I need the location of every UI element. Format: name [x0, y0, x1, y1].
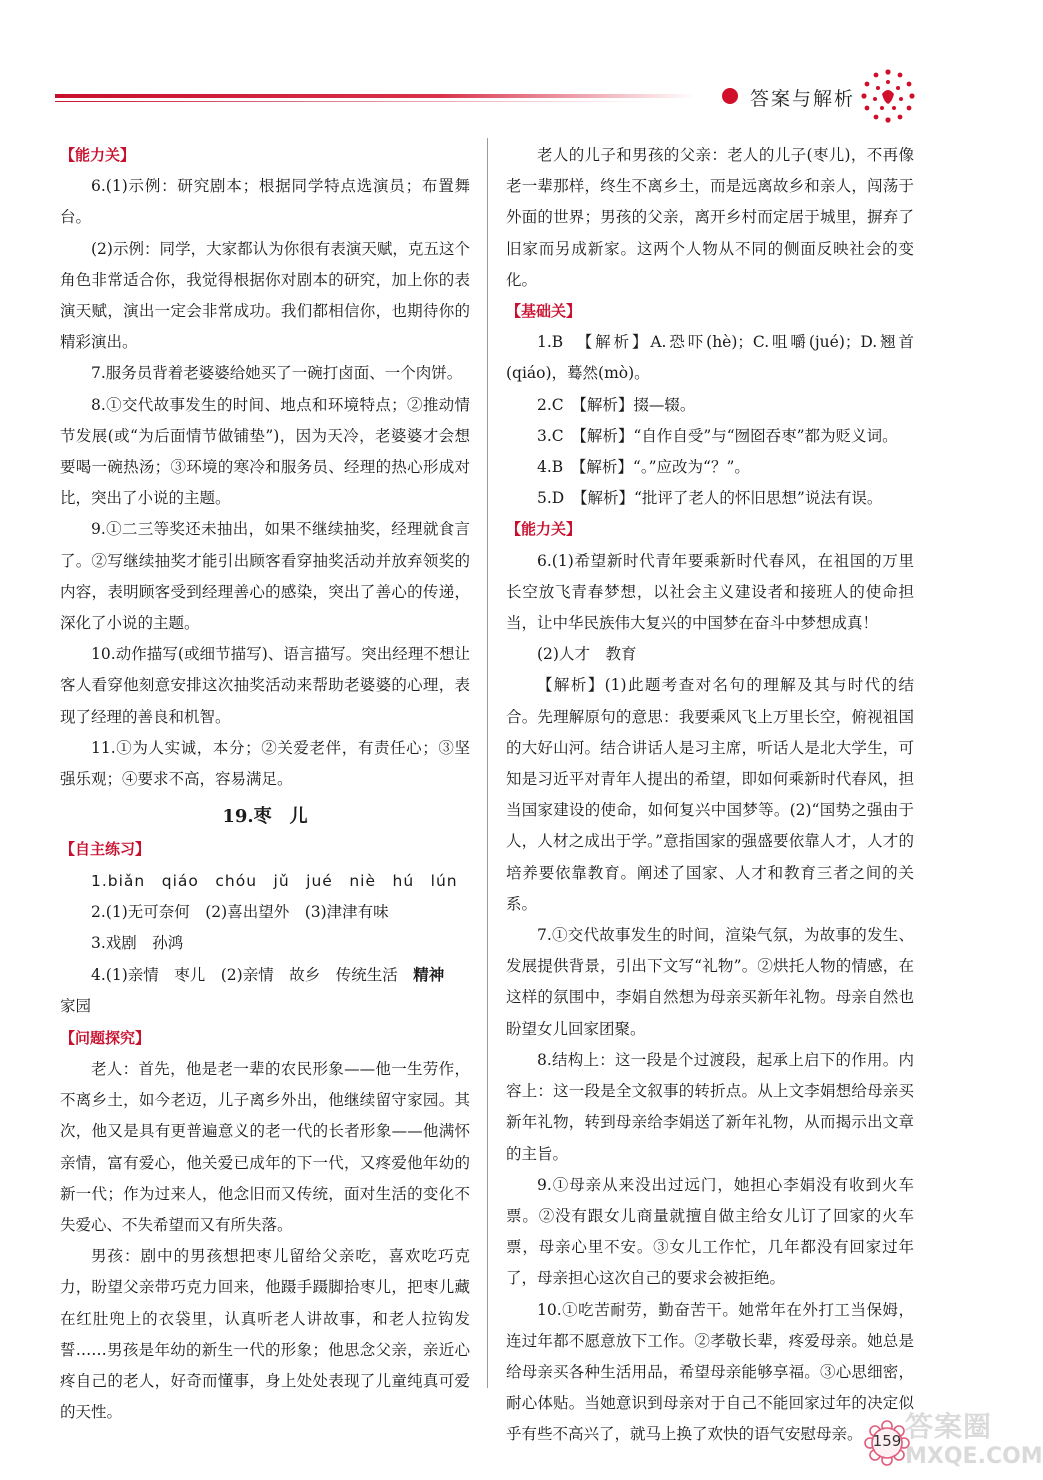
answer-10: 10.动作描写(或细节描写)、语言描写。突出经理不想让客人看穿他刻意安排这次抽奖活动来帮助老婆婆的心理，表现了经理的善良和机智。: [60, 645, 470, 726]
page-number: 159: [872, 1432, 902, 1450]
ability-answer-8: 8.结构上：这一段是个过渡段，起承上启下的作用。内容上：这一段是全文叙事的转折点。从上文李娟想给母亲买新年礼物，转到母亲给李娟送了新年礼物，从而揭示出文章的主旨。: [506, 1050, 914, 1163]
right-column: [506, 140, 914, 1451]
ability-answer-6-2: (2)人才 教育: [537, 645, 637, 664]
analysis-old-man: 老人：首先，他是老一辈的农民形象——他一生劳作，不离乡土，如今老迈，儿子离乡外出，他继续留守家园。其次，他又是具有更普遍意义的老一代的长者形象——他满怀亲情，富有爱心，他关爱已成年的下一代，又疼爱他年幼的新一代；作为过来人，他念旧而又传统，面对生活的变化不失爱心、不失希望而又有所失落。: [60, 1059, 470, 1234]
answer-9: 9.①二三等奖还未抽出，如果不继续抽奖，经理就食言了。②写继续抽奖才能引出顾客看穿抽奖活动并放弃领奖的内容，表明顾客受到经理善心的感染，突出了善心的传递，深化了小说的主题。: [60, 520, 470, 633]
header-title: 答案与解析: [750, 88, 856, 110]
header-rule: [55, 94, 695, 98]
column-divider: [487, 138, 488, 1388]
header-bullet-icon: [722, 88, 738, 104]
answer-6-2: (2)示例：同学，大家都认为你很有表演天赋，克五这个角色非常适合你，我觉得根据你对剧本的研究，加上你的表演天赋，演出一定会非常成功。我们都相信你，也期待你的精彩演出。: [60, 239, 470, 352]
section-heading-ability: 【能力关】: [60, 146, 136, 164]
basic-answer-5: 5.D 【解析】“批评了老人的怀旧思想”说法有误。: [537, 489, 883, 508]
answer-themes-text: 4.(1)亲情 枣儿 (2)亲情 故乡 传统生活: [91, 966, 414, 985]
ability-answer-6-analysis: 【解析】(1)此题考查对名句的理解及其与时代的结合。先理解原句的意思：我要乘风飞上万里长空，俯视祖国的大好山河。结合讲话人是习主席，听话人是北大学生，可知是习近平对青年人提出的希望，即如何乘新时代春风，担当国家建设的使命，如何复兴中国梦等。(2)“国势之强由于人，人材之成出于学。”意指国家的强盛要依靠人才，人才的培养要依靠教育。阐述了国家、人才和教育三者之间的关系。: [506, 676, 914, 913]
answer-drama: 3.戏剧 孙鸿: [91, 934, 184, 953]
ability-answer-7: 7.①交代故事发生的时间，渲染气氛，为故事的发生、发展提供背景，引出下文写“礼物”。②烘托人物的情感，在这样的氛围中，李娟自然想为母亲买新年礼物。母亲自然也盼望女儿回家团聚。: [506, 926, 914, 1038]
basic-answer-2: 2.C 【解析】掇—辍。: [537, 395, 696, 414]
analysis-boy: 男孩：剧中的男孩想把枣儿留给父亲吃，喜欢吃巧克力，盼望父亲带巧克力回来，他蹑手蹑脚拾枣儿，把枣儿藏在红肚兜上的衣袋里，认真听老人讲故事，和老人拉钩发誓……男孩是年幼的新生一代的形象；他思念父亲，亲近心疼自己的老人，好奇而懂事，身上处处表现了儿童纯真可爱的天性。: [60, 1247, 470, 1422]
left-column: [60, 140, 470, 1428]
section-heading-basics: 【基础关】: [506, 302, 582, 321]
answer-idioms: 2.(1)无可奈何 (2)喜出望外 (3)津津有味: [91, 902, 389, 921]
answer-7: 7.服务员背着老婆婆给她买了一碗打卤面、一个肉饼。: [91, 364, 463, 383]
decorative-dots-logo-icon: [858, 66, 918, 126]
section-heading-self-practice: 【自主练习】: [60, 840, 151, 859]
watermark-domain: MXQE.COM: [905, 1444, 1043, 1469]
answer-themes-cont: 家园: [60, 997, 92, 1016]
watermark-logo-text: 答案圈: [905, 1410, 993, 1443]
watermark: [905, 1410, 1043, 1480]
section-heading-inquiry: 【问题探究】: [60, 1028, 151, 1047]
header-rule-thin: [55, 101, 655, 102]
answer-8: 8.①交代故事发生的时间、地点和环境特点；②推动情节发展(或“为后面情节做铺垫”)，因为天冷，老婆婆才会想要喝一碗热汤；③环境的寒冷和服务员、经理的热心形成对比，突出了小说的主题。: [60, 395, 470, 508]
ability-answer-10: 10.①吃苦耐劳，勤奋苦干。她常年在外打工当保姆，连过年都不愿意放下工作。②孝敬长辈，疼爱母亲。她总是给母亲买各种生活用品，希望母亲能够享福。③心思细密，耐心体贴。当她意识到母亲对于自己不能回家过年的决定似乎有些不高兴了，就马上换了欢快的语气安慰母亲。: [506, 1300, 914, 1444]
basic-answer-1: 1.B 【解析】A.恐吓(hè)；C.咀嚼(jué)；D.翘首(qiáo)，蓦然(mò)。: [506, 333, 914, 383]
section-heading-ability-2: 【能力关】: [506, 520, 582, 539]
analysis-son-father: 老人的儿子和男孩的父亲：老人的儿子(枣儿)，不再像老一辈那样，终生不离乡土，而是远离故乡和亲人，闯荡于外面的世界；男孩的父亲，离开乡村而定居于城里，摒弃了旧家而另成新家。这两个人物从不同的侧面反映社会的变化。: [506, 146, 914, 289]
answer-6-1: 6.(1)示例：研究剧本；根据同学特点选演员；布置舞台。: [60, 177, 470, 227]
ability-answer-6-1: 6.(1)希望新时代青年要乘新时代春风，在祖国的万里长空放飞青春梦想，以社会主义建设者和接班人的使命担当，让中华民族伟大复兴的中国梦在奋斗中梦想成真！: [506, 551, 914, 633]
ability-answer-9: 9.①母亲从来没出过远门，她担心李娟没有收到火车票。②没有跟女儿商量就擅自做主给女儿订了回家的火车票，母亲心里不安。③女儿工作忙，几年都没有回家过年了，母亲担心这次自己的要求会被拒绝。: [506, 1175, 914, 1288]
answer-themes-keyword: 精神: [413, 965, 445, 985]
basic-answer-3: 3.C 【解析】“自作自受”与“囫囵吞枣”都为贬义词。: [537, 426, 898, 445]
basic-answer-4: 4.B 【解析】“。”应改为“？”。: [537, 458, 750, 477]
lesson-title: 19.枣 儿: [222, 806, 308, 828]
answer-11: 11.①为人实诚，本分；②关爱老伴，有责任心；③坚强乐观；④要求不高，容易满足。: [60, 738, 470, 789]
answer-pinyin: 1.biǎn qiáo chóu jǔ jué niè hú lún: [91, 871, 458, 890]
answer-themes: [60, 959, 470, 991]
